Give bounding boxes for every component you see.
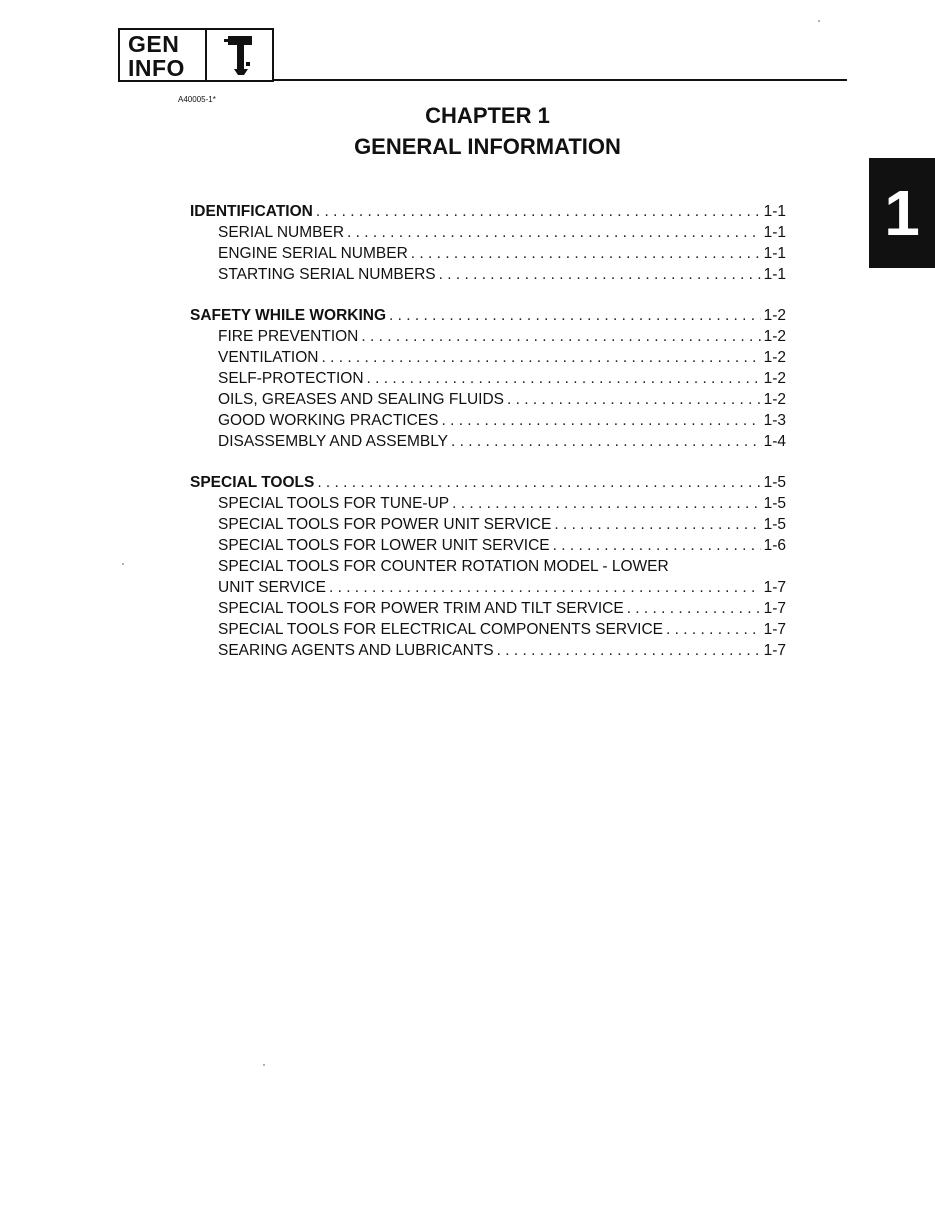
toc-page-number: 1-7	[763, 621, 786, 638]
outboard-motor-icon	[218, 34, 266, 78]
toc-page-number: 1-3	[763, 412, 786, 429]
chapter-subtitle: GENERAL INFORMATION	[354, 134, 621, 159]
toc-heading-label: IDENTIFICATION	[190, 203, 313, 220]
toc-heading[interactable]	[190, 201, 786, 222]
section-badge-divider	[205, 30, 207, 80]
toc-entry-label: DISASSEMBLY AND ASSEMBLY	[218, 433, 449, 450]
dot-leader	[451, 431, 761, 452]
dot-leader	[439, 264, 761, 285]
toc-page-number: 1-2	[763, 349, 786, 366]
toc-entry[interactable]	[190, 222, 786, 243]
toc-heading[interactable]	[190, 305, 786, 326]
toc-heading[interactable]	[190, 472, 786, 493]
dot-leader	[553, 535, 761, 556]
document-code: A40005-1*	[178, 95, 216, 104]
toc-entry[interactable]	[190, 493, 786, 514]
toc-page-number: 1-7	[763, 600, 786, 617]
toc-entry[interactable]	[190, 577, 786, 598]
chapter-title: CHAPTER 1	[425, 103, 550, 128]
toc-entry-label: SPECIAL TOOLS FOR TUNE-UP	[218, 495, 450, 512]
dot-leader	[627, 598, 761, 619]
toc-section-special-tools	[190, 472, 786, 661]
toc-entry-label: SPECIAL TOOLS FOR POWER TRIM AND TILT SERVICE	[218, 600, 624, 617]
toc-page-number: 1-2	[763, 391, 786, 408]
toc-page-number: 1-1	[763, 266, 786, 283]
section-badge	[118, 28, 274, 82]
toc-entry-label: GOOD WORKING PRACTICES	[218, 412, 439, 429]
scan-speck	[122, 563, 124, 565]
dot-leader	[497, 640, 761, 661]
dot-leader	[389, 305, 761, 326]
toc-entry[interactable]	[190, 431, 786, 452]
toc-page-number: 1-5	[763, 516, 786, 533]
toc-entry[interactable]	[190, 640, 786, 661]
toc-page-number: 1-6	[763, 537, 786, 554]
scan-speck	[263, 1064, 265, 1066]
toc-page-number: 1-2	[763, 370, 786, 387]
scan-speck	[818, 20, 820, 22]
toc-entry-label: SPECIAL TOOLS FOR LOWER UNIT SERVICE	[218, 537, 550, 554]
section-badge-text	[128, 32, 185, 80]
toc-entry-label: UNIT SERVICE	[218, 579, 326, 596]
toc-page-number: 1-1	[763, 224, 786, 241]
dot-leader	[347, 222, 761, 243]
toc-page-number: 1-5	[763, 474, 786, 491]
toc-entry-label: STARTING SERIAL NUMBERS	[218, 266, 436, 283]
toc-page-number: 1-2	[763, 328, 786, 345]
toc-entry-label: SPECIAL TOOLS FOR POWER UNIT SERVICE	[218, 516, 552, 533]
toc-entry[interactable]	[190, 598, 786, 619]
toc-entry-first-line[interactable]	[190, 556, 786, 577]
toc-entry[interactable]	[190, 619, 786, 640]
toc-entry[interactable]	[190, 243, 786, 264]
toc-entry[interactable]	[190, 264, 786, 285]
toc-entry-label: SPECIAL TOOLS FOR COUNTER ROTATION MODEL - LOWER	[218, 558, 669, 575]
dot-leader	[441, 410, 760, 431]
toc-section-safety	[190, 305, 786, 452]
dot-leader	[666, 619, 761, 640]
dot-leader	[329, 577, 761, 598]
toc-page-number: 1-7	[763, 642, 786, 659]
toc-entry[interactable]	[190, 410, 786, 431]
toc-section-identification	[190, 201, 786, 285]
toc-entry-label: FIRE PREVENTION	[218, 328, 359, 345]
toc-page-number: 1-5	[763, 495, 786, 512]
toc-entry[interactable]	[190, 535, 786, 556]
dot-leader	[554, 514, 760, 535]
toc-entry[interactable]	[190, 347, 786, 368]
dot-leader	[411, 243, 761, 264]
toc-entry[interactable]	[190, 368, 786, 389]
toc-entry-label: SELF-PROTECTION	[218, 370, 364, 387]
toc-page-number: 1-1	[763, 203, 786, 220]
toc-entry-label: SEARING AGENTS AND LUBRICANTS	[218, 642, 494, 659]
header-rule	[272, 79, 847, 81]
toc-page-number: 1-2	[763, 307, 786, 324]
dot-leader	[367, 368, 761, 389]
toc-entry-label: OILS, GREASES AND SEALING FLUIDS	[218, 391, 504, 408]
dot-leader	[452, 493, 760, 514]
toc-page-number: 1-7	[763, 579, 786, 596]
toc-entry-label: VENTILATION	[218, 349, 319, 366]
toc-entry[interactable]	[190, 389, 786, 410]
table-of-contents	[190, 201, 786, 681]
toc-entry[interactable]	[190, 326, 786, 347]
toc-page-number: 1-4	[763, 433, 786, 450]
toc-entry-label: SERIAL NUMBER	[218, 224, 345, 241]
toc-page-number: 1-1	[763, 245, 786, 262]
dot-leader	[316, 201, 761, 222]
chapter-tab: 1	[869, 158, 935, 268]
toc-heading-label: SAFETY WHILE WORKING	[190, 307, 387, 324]
dot-leader	[361, 326, 760, 347]
section-badge-line1: GEN	[128, 31, 180, 57]
toc-entry-label: ENGINE SERIAL NUMBER	[218, 245, 408, 262]
section-badge-line2: INFO	[128, 55, 185, 81]
dot-leader	[317, 472, 760, 493]
dot-leader	[321, 347, 760, 368]
toc-heading-label: SPECIAL TOOLS	[190, 474, 315, 491]
toc-entry[interactable]	[190, 514, 786, 535]
dot-leader	[507, 389, 761, 410]
toc-entry-label: SPECIAL TOOLS FOR ELECTRICAL COMPONENTS SERVICE	[218, 621, 664, 638]
